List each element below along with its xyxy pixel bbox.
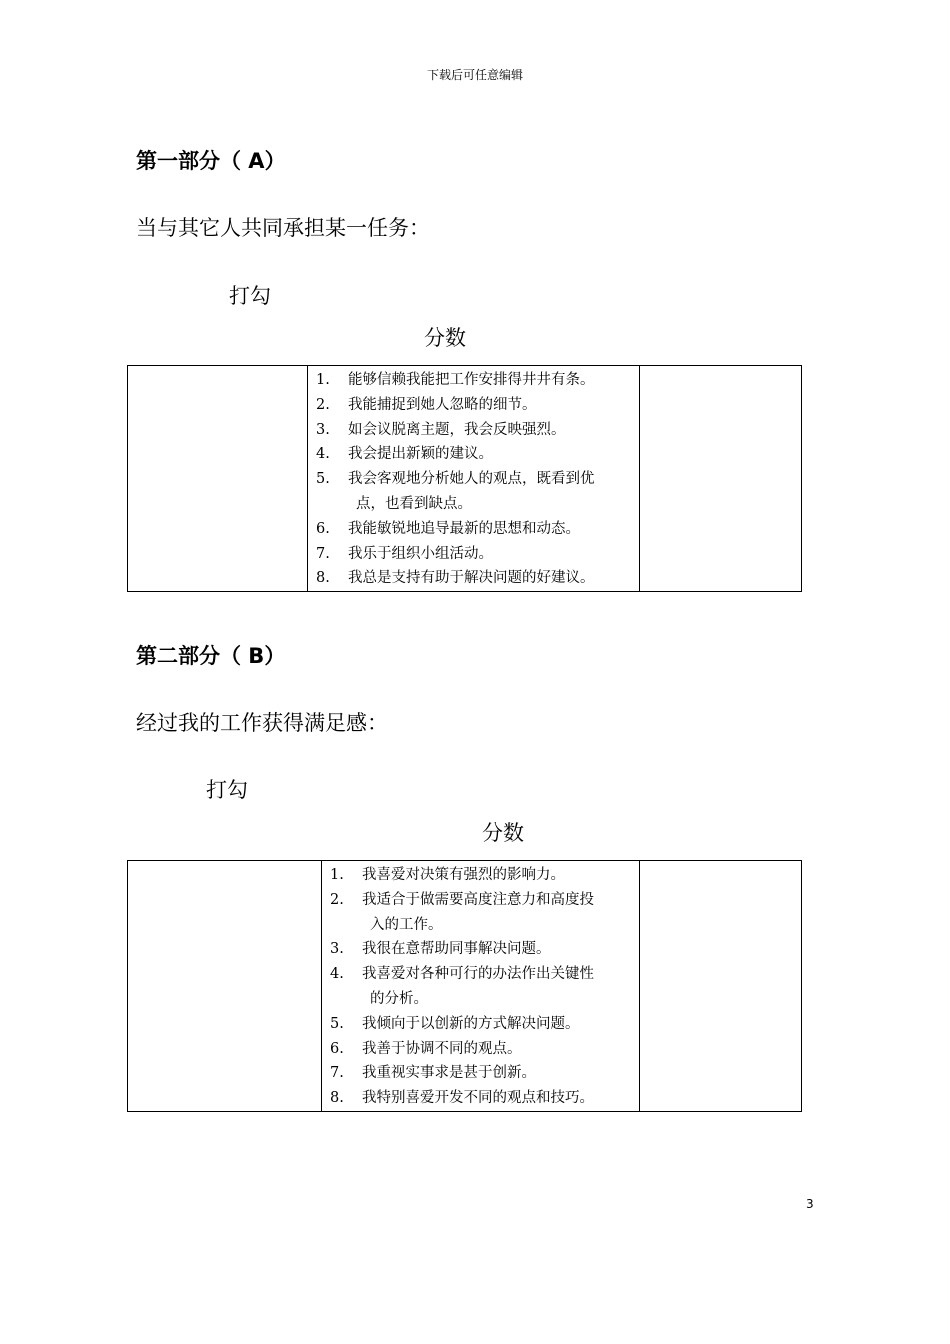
item-number: 4. [330,966,344,983]
list-item [322,962,639,1012]
part-a-items-cell [308,366,640,592]
item-text-line: 我善于协调不同的观点。 [362,1040,522,1057]
list-item [322,1037,639,1062]
part-b-tick-label: 打勾 [206,778,248,802]
item-number: 1. [330,867,344,883]
part-b-items-cell [322,861,640,1112]
item-number: 7. [316,545,330,562]
item-text [362,962,639,1012]
item-text-line: 我特别喜爱开发不同的观点和技巧。 [362,1090,594,1107]
item-text-line: 我倾向于以创新的方式解决问题。 [362,1015,580,1032]
list-item [308,442,639,467]
item-text-line: 我能捕捉到她人忽略的细节。 [348,396,537,413]
item-number: 8. [330,1090,344,1107]
part-b-score-label: 分数 [482,821,524,845]
item-text [362,1061,639,1086]
list-item [308,467,639,517]
item-text [362,1012,639,1037]
list-item [308,393,639,418]
item-number: 4. [316,446,330,463]
page-header: 下载后可任意编辑 [426,68,523,82]
item-number: 2. [316,396,330,413]
item-text [362,1086,639,1111]
item-number: 5. [330,1015,344,1032]
item-text-line: 我乐于组织小组活动。 [348,545,493,562]
item-text [362,937,639,962]
list-item [322,888,639,938]
list-item [308,566,639,591]
list-item [308,517,639,542]
list-item [308,542,639,567]
item-text-line: 我适合于做需要高度注意力和高度投 [362,891,594,908]
list-item [322,1061,639,1086]
part-a-tick-label: 打勾 [229,284,271,308]
part-b-score-cell[interactable] [640,861,802,1112]
item-number: 3. [316,421,330,438]
item-number: 3. [330,941,344,958]
item-text-line: 我很在意帮助同事解决问题。 [362,941,551,958]
part-b-intro: 经过我的工作获得满足感： [136,711,388,735]
list-item [308,418,639,443]
item-number: 6. [316,520,330,537]
list-item [322,863,639,888]
item-text [348,418,639,443]
item-text-line: 我喜爱对决策有强烈的影响力。 [362,867,565,883]
item-text [348,442,639,467]
item-text-line: 我会客观地分析她人的观点，既看到优 [348,471,595,488]
item-text-line: 我重视实事求是甚于创新。 [362,1065,536,1082]
item-text [348,467,639,517]
part-a-item-list [308,366,639,591]
part-a-tick-cell[interactable] [128,366,308,592]
item-number: 1. [316,372,330,388]
item-text [348,517,639,542]
item-number: 5. [316,471,330,488]
page-number: 3 [806,1197,814,1211]
item-text-line: 能够信赖我能把工作安排得井井有条。 [348,372,595,388]
item-text-line: 我能敏锐地追导最新的思想和动态。 [348,520,580,537]
part-b-tick-cell[interactable] [128,861,322,1112]
part-a-score-label: 分数 [424,326,466,350]
item-number: 6. [330,1040,344,1057]
item-text-line-continued: 点，也看到缺点。 [356,495,472,512]
part-b-item-list [322,861,639,1111]
item-number: 2. [330,891,344,908]
part-a-title: 第一部分（ A） [136,149,286,173]
item-text-line: 我会提出新颖的建议。 [348,446,493,463]
item-text-line-continued: 的分析。 [370,990,428,1007]
item-text-line: 我总是支持有助于解决问题的好建议。 [348,570,595,587]
item-text-line-continued: 入的工作。 [370,916,443,933]
item-text [348,393,639,418]
item-text [362,888,639,938]
list-item [308,368,639,393]
item-text [348,542,639,567]
item-text-line: 我喜爱对各种可行的办法作出关键性 [362,966,594,983]
item-text [348,368,639,393]
item-text-line: 如会议脱离主题，我会反映强烈。 [348,421,566,438]
item-text [362,863,639,888]
part-b-table [127,860,802,1112]
item-text [348,566,639,591]
list-item [322,1086,639,1111]
list-item [322,1012,639,1037]
list-item [322,937,639,962]
part-a-score-cell[interactable] [640,366,802,592]
item-text [362,1037,639,1062]
part-a-table [127,365,802,592]
part-a-intro: 当与其它人共同承担某一任务： [136,216,430,240]
item-number: 8. [316,570,330,587]
part-b-title: 第二部分（ B） [136,644,286,668]
item-number: 7. [330,1065,344,1082]
